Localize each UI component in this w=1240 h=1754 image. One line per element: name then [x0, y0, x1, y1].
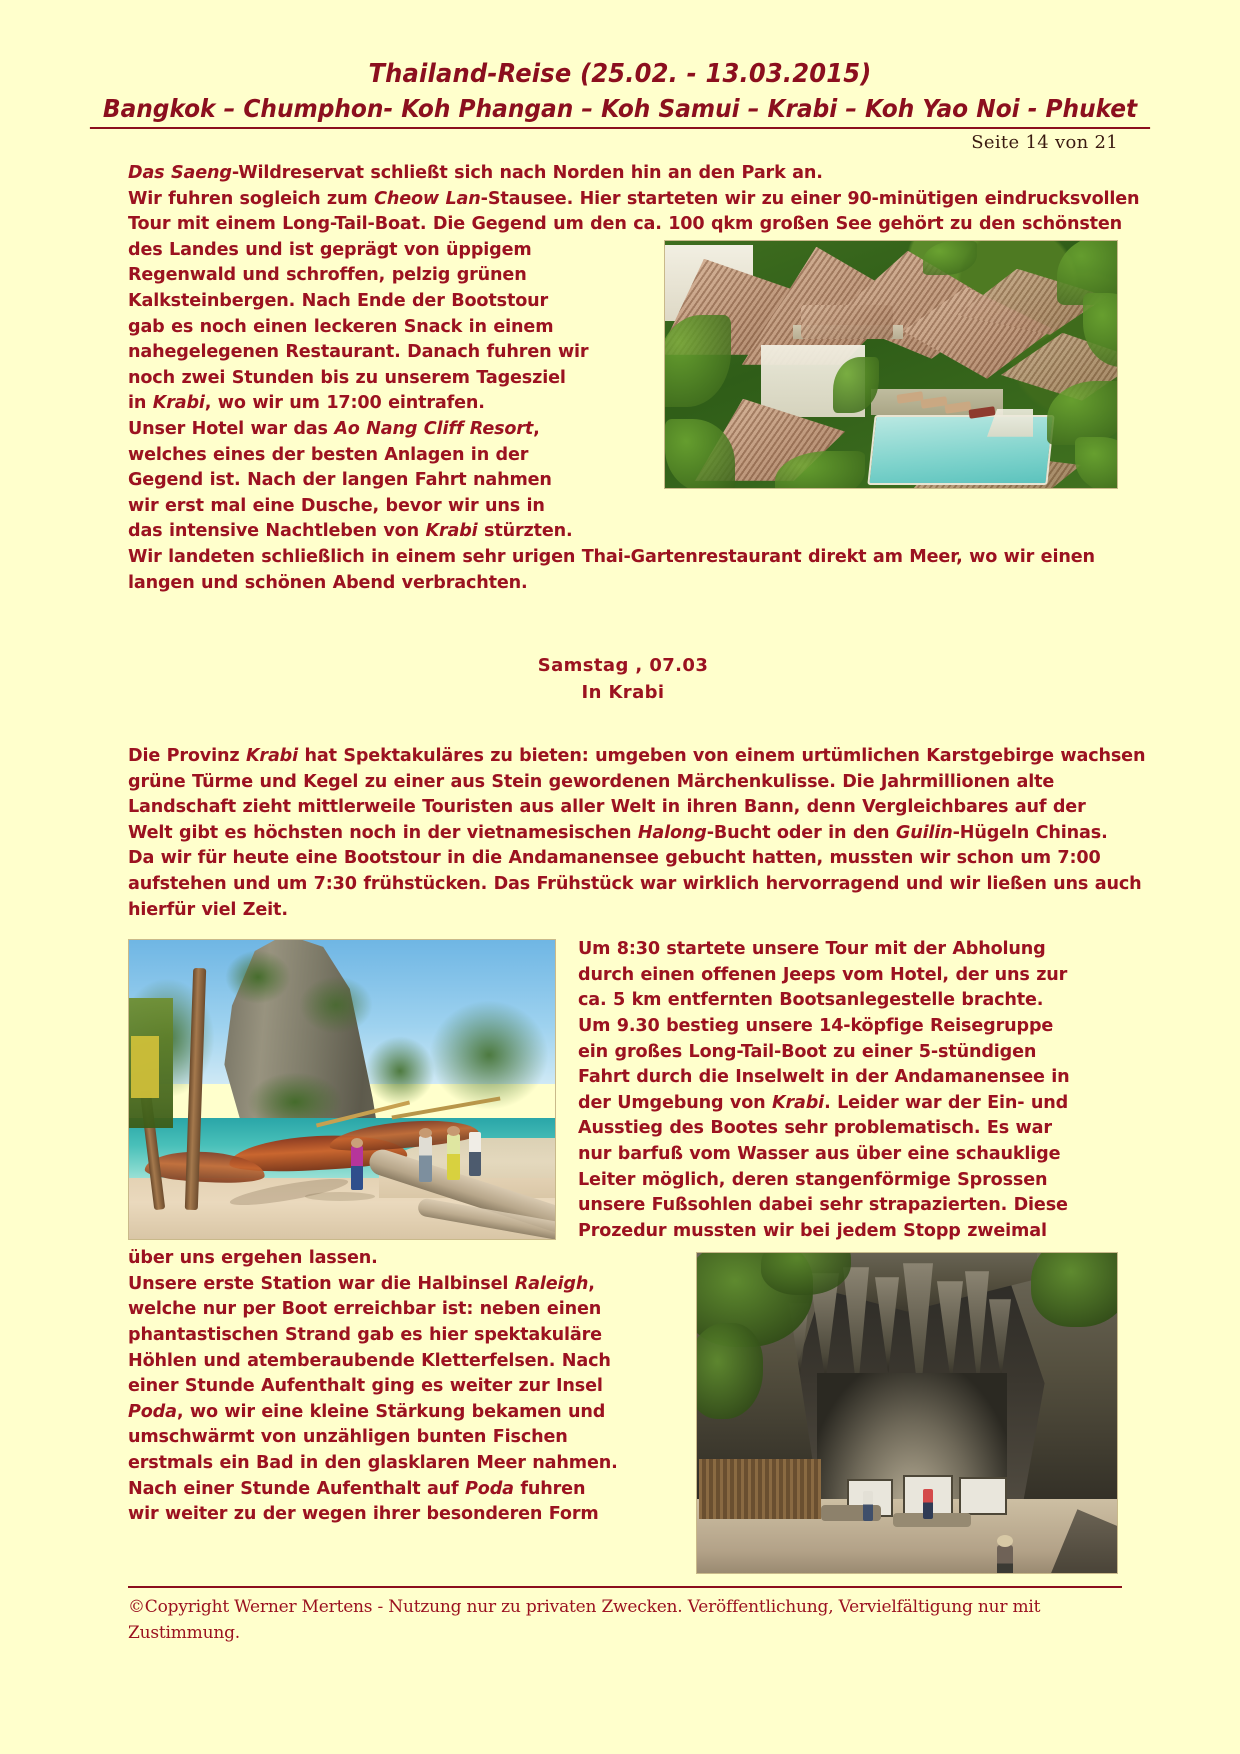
wrap-line-8-b: , — [533, 418, 540, 439]
krabi-line-4-italic-guilin: Guilin — [895, 822, 953, 843]
left-line-7-italic: Poda — [128, 1401, 177, 1422]
intro-line-2-a: Wir fuhren sogleich zum — [128, 188, 375, 209]
krabi-line-5: Da wir für heute eine Bootstour in die Andamanensee gebucht hatten, mussten wir schon um 7:00 — [128, 848, 1101, 869]
krabi-line-4-c: -Hügeln Chinas. — [952, 822, 1108, 843]
footer-divider — [128, 1586, 1122, 1588]
krabi-line-1-italic: Krabi — [245, 746, 299, 767]
left-line-8: umschwärmt von unzähligen bunten Fischen — [128, 1427, 568, 1448]
wrap-line-8-a: Unser Hotel war das — [128, 418, 335, 439]
wrap-line-7-b: , wo wir um 17:00 eintrafen. — [204, 393, 485, 414]
krabi-line-1-b: hat Spektakuläres zu bieten: umgeben von einem urtümlichen Karstgebirge wachsen — [298, 746, 1146, 767]
krabi-line-2: grüne Türme und Kegel zu einer aus Stein gewordenen Märchenkulisse. Die Jahrmillionen alte — [128, 771, 1055, 792]
left-line-1: über uns ergehen lassen. — [128, 1248, 378, 1269]
wrap-line-12-italic: Krabi — [425, 521, 478, 542]
wrap-line-1: des Landes und ist geprägt von üppigem — [128, 239, 532, 260]
left-line-2-italic: Raleigh — [514, 1273, 589, 1294]
krabi-line-3: Landschaft zieht mittlerweile Touristen aus aller Welt in ihren Bann, denn Vergleichbares auf der — [128, 797, 1086, 818]
wrap-line-7-a: in — [128, 393, 153, 414]
wrap-line-9: welches eines der besten Anlagen in der — [128, 444, 529, 465]
wrap-line-2: Regenwald und schroffen, pelzig grünen — [128, 265, 527, 286]
footer-copyright — [128, 1594, 1122, 1646]
wrap-line-4: gab es noch einen leckeren Snack in einem — [128, 316, 554, 337]
paragraph-krabi — [128, 744, 1146, 923]
left-line-2-b: , — [588, 1273, 595, 1294]
intro-end-line-2: langen und schönen Abend verbrachten. — [128, 572, 528, 593]
right-line-3: ca. 5 km entfernten Bootsanlegestelle brachte. — [578, 990, 1044, 1011]
right-line-6: Fahrt durch die Inselwelt in der Andamanensee in — [578, 1067, 1070, 1088]
intro-line-2-b: -Stausee. Hier starteten wir zu einer 90-minütigen eindrucksvollen — [480, 188, 1140, 209]
header-subtitle — [43, 93, 1196, 130]
day-heading-place: In Krabi — [581, 682, 665, 704]
right-line-5: ein großes Long-Tail-Boot zu einer 5-stündigen — [578, 1041, 1037, 1062]
intro-line-2 — [128, 187, 1140, 213]
left-line-10-b: fuhren — [513, 1478, 586, 1499]
intro-line-1 — [128, 161, 1118, 187]
left-line-4: phantastischen Strand gab es hier spektakuläre — [128, 1325, 602, 1346]
left-line-6: einer Stunde Aufenthalt ging es weiter zur Insel — [128, 1376, 603, 1397]
left-line-2-a: Unsere erste Station war die Halbinsel — [128, 1273, 515, 1294]
wrap-line-12 — [128, 519, 1118, 545]
resort-photo-canvas — [665, 241, 1117, 488]
day-heading — [128, 652, 1118, 706]
right-line-9: nur barfuß vom Wasser aus über eine schauklige — [578, 1144, 1061, 1164]
beach-photo — [128, 939, 556, 1240]
cave-photo-canvas — [697, 1253, 1117, 1573]
intro-line-1-italic: Das Saeng — [128, 163, 232, 183]
wrap-line-7-italic: Krabi — [152, 393, 205, 414]
page-number: Seite 14 von 21 — [971, 132, 1118, 153]
left-line-10-italic: Poda — [465, 1478, 514, 1499]
right-line-11: unsere Fußsohlen dabei sehr strapazierten. Diese — [578, 1195, 1068, 1216]
wrap-line-6: noch zwei Stunden bis zu unserem Tagesziel — [128, 367, 566, 388]
document-header — [0, 0, 1240, 129]
krabi-line-1-a: Die Provinz — [128, 746, 246, 767]
left-line-11: wir weiter zu der wegen ihrer besonderen Form — [128, 1504, 599, 1525]
krabi-line-4-b: -Bucht oder in den — [706, 822, 896, 843]
wrap-line-5: nahegelegenen Restaurant. Danach fuhren wir — [128, 342, 589, 363]
wrap-line-8-italic: Ao Nang Cliff Resort — [334, 418, 534, 439]
right-line-4: Um 9.30 bestieg unsere 14-köpfige Reisegruppe — [578, 1016, 1054, 1037]
krabi-line-4-italic-halong: Halong — [637, 822, 707, 843]
krabi-line-7: hierfür viel Zeit. — [128, 899, 288, 920]
right-line-1: Um 8:30 startete unsere Tour mit der Abholung — [578, 939, 1046, 960]
intro-end-line-1: Wir landeten schließlich in einem sehr urigen Thai-Gartenrestaurant direkt am Meer, wo wir einen — [128, 546, 1095, 567]
wrap-line-3: Kalksteinbergen. Nach Ende der Bootstour — [128, 290, 549, 311]
header-title: Thailand-Reise (25.02. - 13.03.2015) — [368, 59, 872, 89]
resort-photo — [664, 240, 1118, 489]
left-line-7-b: , wo wir eine kleine Stärkung bekamen und — [176, 1401, 606, 1422]
main-content — [0, 161, 1240, 1580]
right-line-10: Leiter möglich, deren stangenförmige Sprossen — [578, 1169, 1048, 1190]
right-line-8: Ausstieg des Bootes sehr problematisch. Es war — [578, 1118, 1052, 1139]
right-line-7 — [578, 1091, 1118, 1117]
intro-line-1-rest: -Wildreservat schließt sich nach Norden hin an den Park an. — [231, 163, 823, 183]
cave-photo — [696, 1252, 1118, 1574]
krabi-line-4 — [128, 821, 1118, 847]
beach-photo-canvas — [129, 940, 555, 1239]
left-line-9: erstmals ein Bad in den glasklaren Meer nahmen. — [128, 1453, 618, 1473]
krabi-line-4-a: Welt gibt es höchsten noch in der vietnamesischen — [128, 822, 638, 843]
paragraph-intro-end — [128, 545, 1118, 596]
right-line-7-a: der Umgebung von — [578, 1092, 772, 1113]
krabi-line-6: aufstehen und um 7:30 frühstücken. Das Frühstück war wirklich hervorragend und wir ließen uns auch — [128, 874, 1142, 895]
day-heading-date: Samstag , 07.03 — [537, 655, 709, 677]
right-line-12: Prozedur mussten wir bei jedem Stopp zweimal — [578, 1220, 1047, 1241]
footer-line-2: Zustimmung. — [128, 1623, 240, 1643]
two-column-block — [128, 937, 1118, 1580]
krabi-line-1 — [128, 744, 1146, 770]
right-line-2: durch einen offenen Jeeps vom Hotel, der uns zur — [578, 964, 1068, 985]
footer-line-1: ©Copyright Werner Mertens - Nutzung nur zu privaten Zwecken. Veröffentlichung, Vervielfältigung nur mit — [128, 1597, 1041, 1617]
wrap-line-12-a: das intensive Nachtleben von — [128, 521, 426, 542]
wrap-line-12-b: stürzten. — [477, 521, 573, 542]
intro-line-2-italic: Cheow Lan — [374, 188, 481, 209]
left-line-3: welche nur per Boot erreichbar ist: neben einen — [128, 1299, 602, 1320]
right-line-7-italic: Krabi — [772, 1092, 825, 1113]
right-column-text — [578, 937, 1118, 1244]
header-subtitle-text: Bangkok – Chumphon- Koh Phangan – Koh Samui – Krabi – Koh Yao Noi - Phuket — [90, 93, 1150, 130]
paragraph-intro — [128, 161, 1140, 238]
left-line-5: Höhlen und atemberaubende Kletterfelsen. Nach — [128, 1350, 611, 1371]
right-line-7-b: . Leider war der Ein- und — [824, 1092, 1069, 1113]
wrap-line-11: wir erst mal eine Dusche, bevor wir uns in — [128, 495, 545, 516]
wrap-line-10: Gegend ist. Nach der langen Fahrt nahmen — [128, 470, 552, 491]
intro-line-3: Tour mit einem Long-Tail-Boat. Die Gegend um den ca. 100 qkm großen See gehört zu den schönsten — [128, 214, 1123, 235]
document-footer — [128, 1586, 1122, 1646]
left-line-10-a: Nach einer Stunde Aufenthalt auf — [128, 1478, 466, 1499]
